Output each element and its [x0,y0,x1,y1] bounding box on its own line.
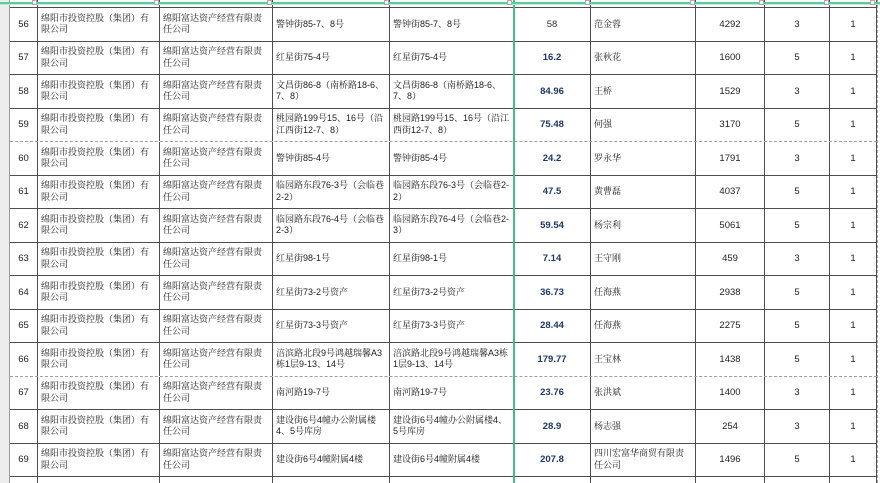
cell-area-value[interactable]: 47.5 [514,176,591,209]
cell-row-number[interactable]: 68 [10,410,38,443]
cell-operating-company[interactable]: 绵阳富达资产经营有限责任公司 [160,444,273,477]
table-row [10,343,877,377]
cell-address-secondary[interactable]: 涪滨路北段9号鸿越瑞馨A3栋1层9-13、14号 [390,343,514,376]
cell-term-value[interactable]: 5 [765,109,830,142]
cell-area-value[interactable]: 58 [514,8,591,41]
cell-address-secondary[interactable]: 建设街6号4幢附属4楼 [390,444,514,477]
cell-holding-company[interactable]: 绵阳市投资控股（集团）有限公司 [38,276,160,309]
cell-lessee-name[interactable]: 罗永华 [591,142,696,175]
cell-row-number[interactable]: 59 [10,109,38,142]
selection-handle[interactable] [870,0,875,5]
selection-handle[interactable] [507,0,512,5]
cell-operating-company[interactable]: 绵阳富达资产经营有限责任公司 [160,42,273,75]
cell-amount-value[interactable]: 4037 [696,176,765,209]
cell-address-primary[interactable]: 桃园路199号15、16号（沿江西街12-7、8） [273,109,390,142]
cell-lessee-name[interactable]: 四川宏富华商贸有限责任公司 [591,444,696,477]
cell-amount-value[interactable]: 4292 [696,8,765,41]
cell-count-value[interactable]: 1 [830,444,877,477]
cell-lessee-name[interactable]: 任海燕 [591,276,696,309]
cell-holding-company[interactable]: 绵阳市投资控股（集团）有限公司 [38,310,160,343]
cell-area-value[interactable]: 59.54 [514,209,591,242]
cell-holding-company[interactable]: 绵阳市投资控股（集团）有限公司 [38,142,160,175]
cell-lessee-name[interactable]: 任海燕 [591,310,696,343]
table-row [10,209,877,243]
cell-count-value[interactable]: 1 [830,8,877,41]
cell-lessee-name[interactable]: 王宝林 [591,343,696,376]
cell-row-number[interactable]: 64 [10,276,38,309]
cell-empty [765,477,830,483]
table-row [10,377,877,411]
cell-amount-value[interactable]: 1529 [696,75,765,108]
cell-holding-company[interactable]: 绵阳市投资控股（集团）有限公司 [38,8,160,41]
cell-address-secondary[interactable]: 桃园路199号15、16号（沿江西街12-7、8） [390,109,514,142]
cell-amount-value[interactable]: 1496 [696,444,765,477]
cell-count-value[interactable]: 1 [830,109,877,142]
cell-address-primary[interactable]: 建设街6号4幢附属4楼 [273,444,390,477]
cell-address-secondary[interactable]: 警钟街85-4号 [390,142,514,175]
cell-lessee-name[interactable]: 王桥 [591,75,696,108]
cell-lessee-name[interactable]: 张洪斌 [591,377,696,410]
cell-operating-company[interactable]: 绵阳富达资产经营有限责任公司 [160,343,273,376]
cell-address-secondary[interactable]: 警钟街85-7、8号 [390,8,514,41]
cell-amount-value[interactable]: 1400 [696,377,765,410]
cell-empty [160,477,273,483]
cell-empty [10,477,38,483]
cell-holding-company[interactable]: 绵阳市投资控股（集团）有限公司 [38,42,160,75]
cell-operating-company[interactable]: 绵阳富达资产经营有限责任公司 [160,176,273,209]
cell-address-primary[interactable]: 警钟街85-4号 [273,142,390,175]
cell-area-value[interactable]: 207.8 [514,444,591,477]
cell-lessee-name[interactable]: 范金蓉 [591,8,696,41]
cell-area-value[interactable]: 16.2 [514,42,591,75]
cell-area-value[interactable]: 23.76 [514,377,591,410]
cell-address-secondary[interactable]: 临园路东段76-4号（会临巷2-3） [390,209,514,242]
cell-address-primary[interactable]: 红星街98-1号 [273,243,390,276]
cell-term-value[interactable]: 3 [765,243,830,276]
cell-address-primary[interactable]: 南河路19-7号 [273,377,390,410]
cell-empty [390,477,514,483]
cell-operating-company[interactable]: 绵阳富达资产经营有限责任公司 [160,377,273,410]
table-row [10,310,877,344]
table-row [10,176,877,210]
selection-handle[interactable] [585,0,590,5]
cell-lessee-name[interactable]: 黄曹磊 [591,176,696,209]
cell-holding-company[interactable]: 绵阳市投资控股（集团）有限公司 [38,176,160,209]
cell-amount-value[interactable]: 1791 [696,142,765,175]
cell-address-primary[interactable]: 文昌街86-8（南桥路18-6、7、8） [273,75,390,108]
cell-row-number[interactable]: 60 [10,142,38,175]
cell-count-value[interactable]: 1 [830,377,877,410]
cell-row-number[interactable]: 61 [10,176,38,209]
cell-empty [38,477,160,483]
cell-area-value[interactable]: 28.44 [514,310,591,343]
cell-count-value[interactable]: 1 [830,276,877,309]
cell-operating-company[interactable]: 绵阳富达资产经营有限责任公司 [160,109,273,142]
table-row [10,276,877,310]
cell-operating-company[interactable]: 绵阳富达资产经营有限责任公司 [160,410,273,443]
cell-row-number[interactable]: 56 [10,8,38,41]
cell-area-value[interactable]: 179.77 [514,343,591,376]
table-row [10,142,877,176]
cell-address-primary[interactable]: 警钟街85-7、8号 [273,8,390,41]
selection-column-line [513,0,515,483]
cell-operating-company[interactable]: 绵阳富达资产经营有限责任公司 [160,243,273,276]
cell-term-value[interactable]: 3 [765,8,830,41]
cell-operating-company[interactable]: 绵阳富达资产经营有限责任公司 [160,8,273,41]
cell-address-secondary[interactable]: 文昌街86-8（南桥路18-6、7、8） [390,75,514,108]
cell-term-value[interactable]: 5 [765,444,830,477]
cell-holding-company[interactable]: 绵阳市投资控股（集团）有限公司 [38,377,160,410]
cell-lessee-name[interactable]: 杨志强 [591,410,696,443]
pagebreak-vertical-line [877,0,878,483]
table-row [10,243,877,277]
cell-address-secondary[interactable]: 红星街98-1号 [390,243,514,276]
cell-count-value[interactable]: 1 [830,142,877,175]
cell-amount-value[interactable]: 3170 [696,109,765,142]
cell-term-value[interactable]: 5 [765,42,830,75]
table-row [10,109,877,143]
cell-amount-value[interactable]: 2938 [696,276,765,309]
selection-handle[interactable] [267,0,272,5]
cell-empty [830,477,877,483]
cell-amount-value[interactable]: 254 [696,410,765,443]
cell-lessee-name[interactable]: 张秋花 [591,42,696,75]
cell-row-number[interactable]: 66 [10,343,38,376]
cell-count-value[interactable]: 1 [830,343,877,376]
cell-row-number[interactable]: 62 [10,209,38,242]
selection-handle[interactable] [154,0,159,5]
selection-handle[interactable] [32,0,37,5]
cell-address-secondary[interactable]: 建设街6号4幢办公附属楼4、5号库房 [390,410,514,443]
table-row [10,444,877,478]
cell-area-value[interactable]: 84.96 [514,75,591,108]
cell-operating-company[interactable]: 绵阳富达资产经营有限责任公司 [160,276,273,309]
cell-holding-company[interactable]: 绵阳市投资控股（集团）有限公司 [38,410,160,443]
table-row-partial-bottom [10,477,877,483]
cell-address-primary[interactable]: 涪滨路北段9号鸿越瑞馨A3栋1层9-13、14号 [273,343,390,376]
cell-lessee-name[interactable]: 何强 [591,109,696,142]
cell-address-primary[interactable]: 建设街6号4幢办公附属楼4、5号库房 [273,410,390,443]
cell-address-secondary[interactable]: 临园路东段76-3号（会临巷2-2） [390,176,514,209]
selection-handle[interactable] [824,0,829,5]
cell-amount-value[interactable]: 1438 [696,343,765,376]
cell-area-value[interactable]: 28.9 [514,410,591,443]
cell-amount-value[interactable]: 5061 [696,209,765,242]
cell-row-number[interactable]: 63 [10,243,38,276]
cell-term-value[interactable]: 5 [765,209,830,242]
cell-amount-value[interactable]: 1600 [696,42,765,75]
cell-count-value[interactable]: 1 [830,410,877,443]
cell-operating-company[interactable]: 绵阳富达资产经营有限责任公司 [160,75,273,108]
cell-area-value[interactable]: 36.73 [514,276,591,309]
cell-holding-company[interactable]: 绵阳市投资控股（集团）有限公司 [38,343,160,376]
cell-count-value[interactable]: 1 [830,243,877,276]
cell-count-value[interactable]: 1 [830,75,877,108]
cell-empty [273,477,390,483]
cell-lessee-name[interactable]: 王守刚 [591,243,696,276]
cell-term-value[interactable]: 3 [765,142,830,175]
cell-term-value[interactable]: 5 [765,276,830,309]
cell-address-secondary[interactable]: 红星街73-3号资产 [390,310,514,343]
table-row [10,8,877,42]
cell-address-primary[interactable]: 红星街73-2号资产 [273,276,390,309]
cell-row-number[interactable]: 69 [10,444,38,477]
cell-address-secondary[interactable]: 红星街73-2号资产 [390,276,514,309]
cell-row-number[interactable]: 57 [10,42,38,75]
cell-holding-company[interactable]: 绵阳市投资控股（集团）有限公司 [38,444,160,477]
cell-address-primary[interactable]: 临园路东段76-4号（会临巷2-3） [273,209,390,242]
cell-address-primary[interactable]: 红星街75-4号 [273,42,390,75]
cell-term-value[interactable]: 3 [765,410,830,443]
cell-empty [591,477,696,483]
cell-term-value[interactable]: 3 [765,377,830,410]
cell-amount-value[interactable]: 2275 [696,310,765,343]
cell-operating-company[interactable]: 绵阳富达资产经营有限责任公司 [160,209,273,242]
cell-operating-company[interactable]: 绵阳富达资产经营有限责任公司 [160,310,273,343]
sheet-left-margin [0,0,10,483]
cell-count-value[interactable]: 1 [830,209,877,242]
cell-empty [696,477,765,483]
cell-area-value[interactable]: 7.14 [514,243,591,276]
cell-term-value[interactable]: 5 [765,176,830,209]
cell-holding-company[interactable]: 绵阳市投资控股（集团）有限公司 [38,243,160,276]
cell-count-value[interactable]: 1 [830,176,877,209]
cell-operating-company[interactable]: 绵阳富达资产经营有限责任公司 [160,142,273,175]
cell-term-value[interactable]: 5 [765,310,830,343]
cell-holding-company[interactable]: 绵阳市投资控股（集团）有限公司 [38,109,160,142]
cell-row-number[interactable]: 67 [10,377,38,410]
cell-address-primary[interactable]: 临园路东段76-3号（会临巷2-2） [273,176,390,209]
cell-area-value[interactable]: 75.48 [514,109,591,142]
cell-term-value[interactable]: 3 [765,75,830,108]
cell-holding-company[interactable]: 绵阳市投资控股（集团）有限公司 [38,75,160,108]
cell-count-value[interactable]: 1 [830,310,877,343]
cell-empty [514,477,591,483]
selection-top-line [0,2,880,4]
cell-lessee-name[interactable]: 杨宗利 [591,209,696,242]
asset-table [10,0,877,483]
cell-amount-value[interactable]: 459 [696,243,765,276]
cell-address-primary[interactable]: 红星街73-3号资产 [273,310,390,343]
cell-row-number[interactable]: 58 [10,75,38,108]
table-row [10,75,877,109]
cell-address-secondary[interactable]: 红星街75-4号 [390,42,514,75]
cell-holding-company[interactable]: 绵阳市投资控股（集团）有限公司 [38,209,160,242]
cell-area-value[interactable]: 24.2 [514,142,591,175]
selection-handle[interactable] [384,0,389,5]
table-row [10,410,877,444]
cell-count-value[interactable]: 1 [830,42,877,75]
selection-handle[interactable] [759,0,764,5]
selection-handle[interactable] [690,0,695,5]
table-row [10,42,877,76]
cell-address-secondary[interactable]: 南河路19-7号 [390,377,514,410]
cell-term-value[interactable]: 5 [765,343,830,376]
cell-row-number[interactable]: 65 [10,310,38,343]
